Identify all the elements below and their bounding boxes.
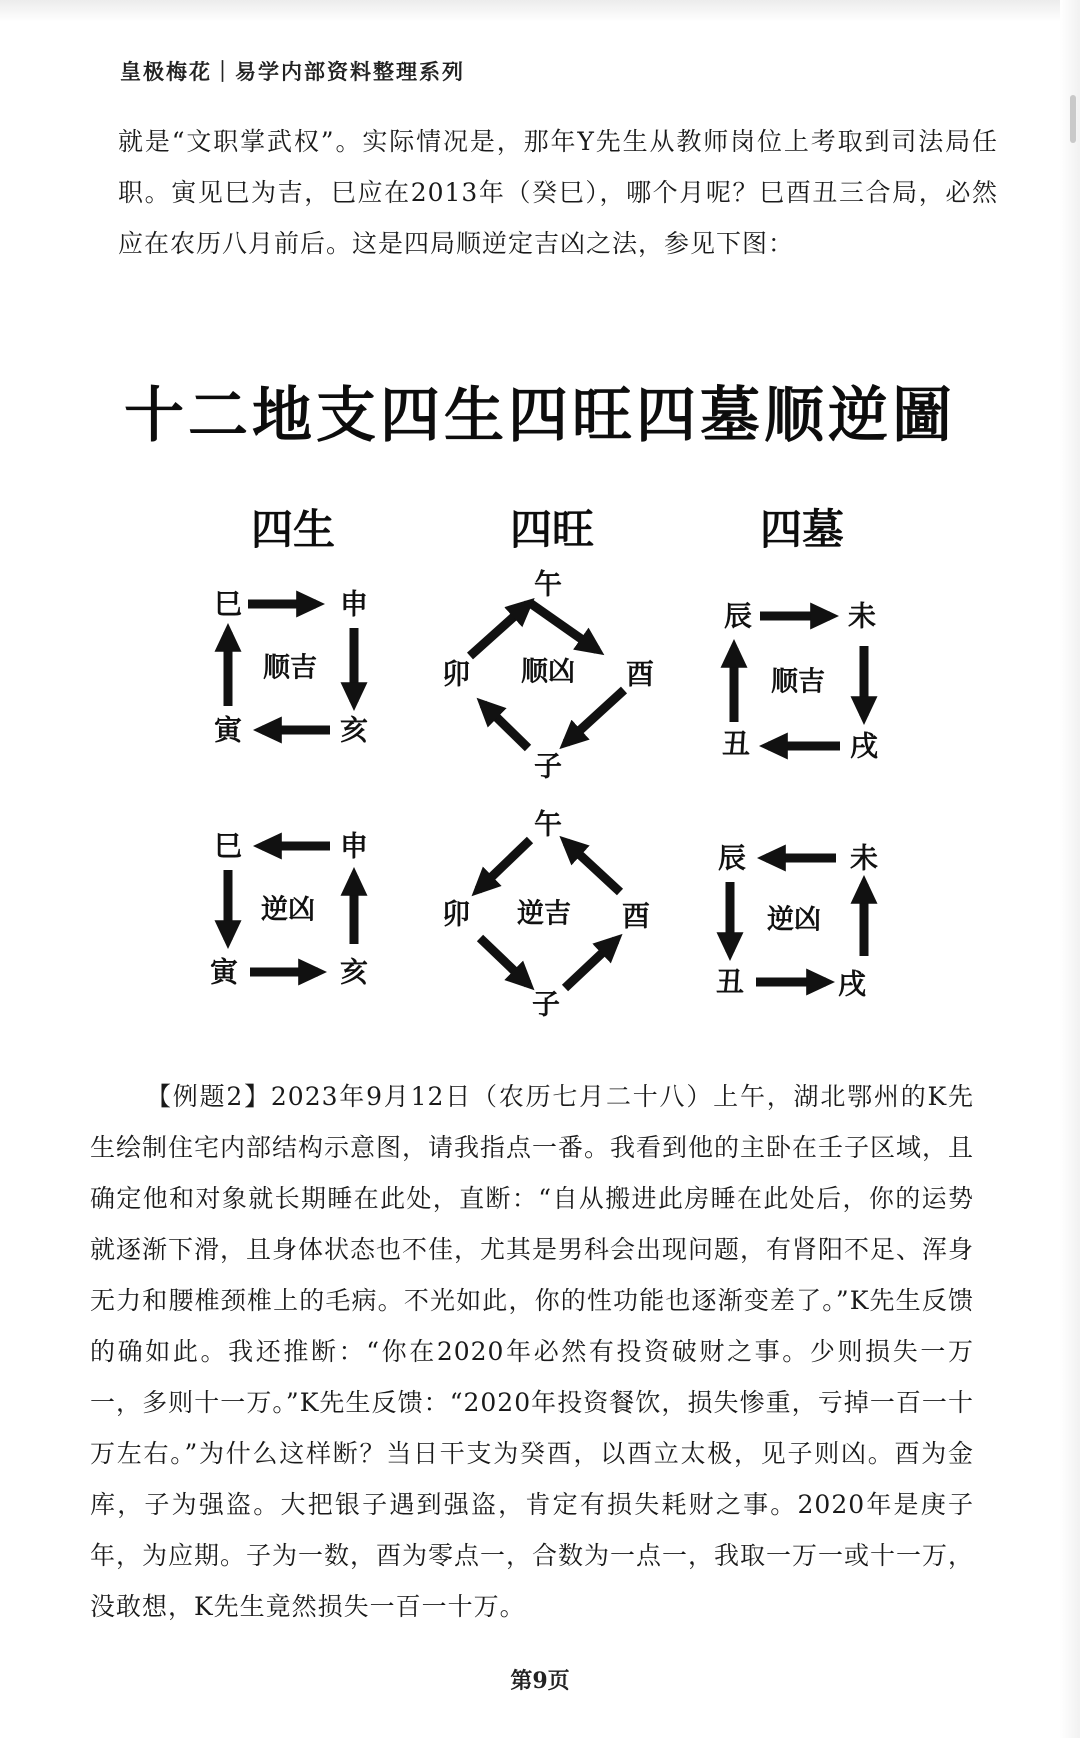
branch-you: 酉 (625, 657, 655, 691)
branch-xu: 戌 (849, 729, 879, 763)
running-header: 皇极梅花｜易学内部资料整理系列 (120, 59, 465, 84)
arrow (566, 842, 620, 892)
page-number: 第9页 (510, 1668, 570, 1694)
branch-wei: 未 (849, 841, 879, 875)
column-label-si-sheng: 四生 (250, 505, 335, 554)
arrow (470, 604, 528, 656)
column-label-si-mu: 四墓 (759, 505, 844, 554)
center-label: 顺吉 (263, 652, 317, 684)
branch-chen: 辰 (723, 599, 753, 633)
branch-wu: 午 (533, 567, 563, 601)
branch-xu: 戌 (837, 967, 867, 1001)
branch-si: 巳 (213, 829, 243, 863)
paragraph-intro: 就是“文职掌武权”。实际情况是，那年Y先生从教师岗位上考取到司法局任职。寅见巳为吉，巳应在2013年（癸巳），哪个月呢？巳酉丑三合局，必然应在农历八月前后。这是四局顺逆定吉凶之法，参见下图： (118, 127, 998, 258)
branch-labels (210, 568, 878, 1021)
branch-chou: 丑 (715, 965, 745, 999)
arrow (483, 704, 528, 748)
diagram-title: 十二地支四生四旺四墓顺逆圖 (124, 381, 956, 451)
arrow (480, 938, 528, 984)
column-label-si-wang: 四旺 (509, 505, 594, 554)
arrow (478, 840, 530, 890)
branch-hai: 亥 (339, 955, 369, 989)
arrow (566, 690, 624, 743)
branch-chou: 丑 (721, 727, 751, 761)
center-label: 逆凶 (261, 894, 315, 926)
branch-yin: 寅 (209, 955, 239, 989)
paragraph-example-2: 【例题2】2023年9月12日（农历七月二十八）上午，湖北鄂州的K先生绘制住宅内部结构示意图，请我指点一番。我看到他的主卧在壬子区域，且确定他和对象就长期睡在此处，直断：“自从搬进此房睡在此处后，你的运势就逐渐下滑，且身体状态也不佳，尤其是男科会出现问题，有肾阳不足、浑身无力和腰椎颈椎上的毛病。不光如此，你的性功能也逐渐变差了。”K先生反馈的确如此。我还推断：“你在2020年必然有投资破财之事。少则损失一万一，多则十一万。”K先生反馈：“2020年投资餐饮，损失惨重，亏掉一百一十万左右。”为什么这样断？当日干支为癸酉，以酉立太极，见子则凶。酉为金库，子为强盗。大把银子遇到强盗，肯定有损失耗财之事。2020年是庚子年，为应期。子为一数，酉为零点一，合数为一点一，我取一万一或十一万，没敢想，K先生竟然损失一百一十万。 (90, 1082, 975, 1621)
branch-shen: 申 (339, 587, 369, 621)
arrow (565, 940, 616, 988)
branch-chen: 辰 (717, 841, 747, 875)
branch-mao: 卯 (441, 897, 471, 931)
branch-shen: 申 (339, 829, 369, 863)
center-label: 顺吉 (771, 666, 825, 698)
branch-wei: 未 (847, 599, 877, 633)
branch-yin: 寅 (213, 713, 243, 747)
arrow (530, 603, 597, 650)
branch-mao: 卯 (441, 657, 471, 691)
center-label: 逆凶 (767, 904, 821, 936)
branch-si: 巳 (213, 587, 243, 621)
center-label: 顺凶 (521, 656, 575, 688)
branch-zi: 子 (533, 749, 563, 783)
branch-zi: 子 (531, 987, 561, 1021)
branch-wu: 午 (533, 807, 563, 841)
branch-hai: 亥 (339, 713, 369, 747)
branch-you: 酉 (621, 899, 651, 933)
center-label: 逆吉 (517, 898, 571, 930)
